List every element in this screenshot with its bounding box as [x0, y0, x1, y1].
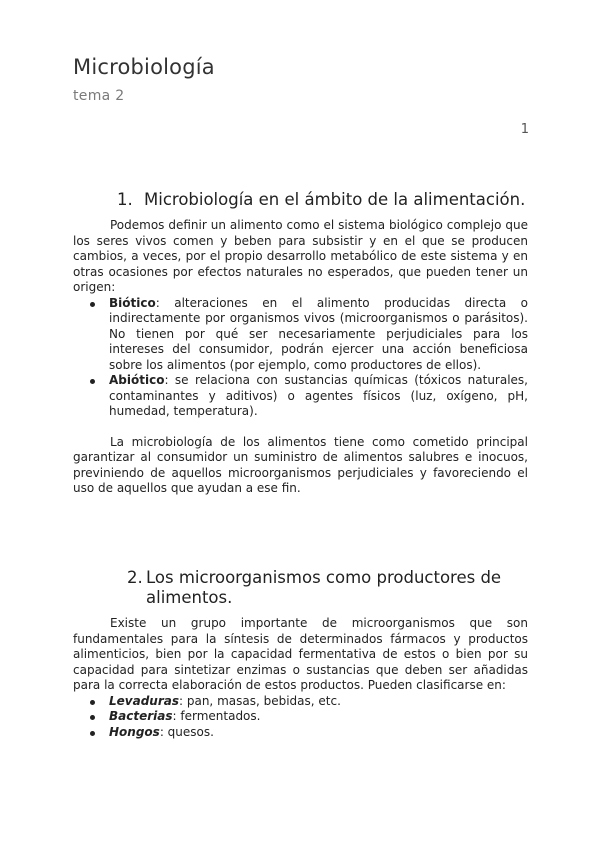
list-item-bacterias [73, 709, 528, 725]
section-1-heading [73, 190, 528, 210]
section-1-intro: Podemos definir un alimento como el sistema biológico complejo que los seres vivos comen y beben para subsistir y en el que se producen cambios, a veces, por el propio desarrollo metabólico de este sistema y en otras ocasiones por efectos naturales no esperados, que pueden tener un origen: [73, 218, 528, 294]
list-item-hongos [73, 725, 528, 741]
bullet-icon [90, 731, 95, 736]
section-1-closing: La microbiología de los alimentos tiene como cometido principal garantizar al consumidor un suministro de alimentos salubres e inocuos, previniendo de aquellos microorganismos perjudiciales y favoreciendo el uso de aquellos que ayudan a ese fin. [73, 434, 528, 495]
bullet-icon [90, 700, 95, 705]
section-2-number: 2. [127, 568, 143, 587]
list-item-biotico [73, 296, 528, 374]
desc-bacterias: : fermentados. [172, 709, 261, 723]
term-biotico: Biótico [109, 295, 156, 310]
section-2 [73, 568, 528, 740]
term-bacterias: Bacterias [109, 709, 173, 723]
producer-list [73, 694, 528, 741]
section-2-heading [73, 568, 528, 608]
document-title: Microbiología [73, 55, 215, 79]
section-2-title: Los microorganismos como productores de alimentos. [146, 568, 502, 607]
page-number: 1 [520, 122, 529, 137]
term-abiotico: Abiótico [109, 373, 165, 387]
section-1-number: 1. [117, 190, 133, 209]
term-levaduras: Levaduras [109, 693, 179, 708]
desc-levaduras: : pan, masas, bebidas, etc. [179, 693, 341, 708]
desc-abiotico: : se relaciona con sustancias químicas (tóxicos naturales, contaminantes y aditivos) o agentes físicos (luz, oxígeno, pH, humedad, temperatura). [109, 373, 528, 418]
desc-biotico: : alteraciones en el alimento producidas directa o indirectamente por organismos vivos (microorganismos o parásitos). No tienen por qué ser necesariamente perjudiciales para los intereses del consumidor, podrán ejercer una acción beneficiosa sobre los alimentos (por ejemplo, como productores de ellos). [109, 295, 528, 372]
document-subtitle: tema 2 [73, 88, 125, 104]
section-1 [73, 190, 528, 497]
section-2-intro: Existe un grupo importante de microorganismos que son fundamentales para la síntesis de determinados fármacos y productos alimenticios, bien por la capacidad fermentativa de estos o bien por su capacidad para sintetizar enzimas o sustancias que deben ser añadidas para la correcta elaboración de estos productos. Pueden clasificarse en: [73, 616, 528, 692]
origin-list [73, 296, 528, 420]
desc-hongos: : quesos. [159, 724, 214, 739]
list-item-levaduras [73, 694, 528, 710]
bullet-icon [90, 379, 95, 384]
term-hongos: Hongos [109, 724, 160, 739]
bullet-icon [90, 715, 95, 720]
bullet-icon [90, 302, 95, 307]
section-1-title: Microbiología en el ámbito de la alimentación. [144, 190, 526, 209]
list-item-abiotico [73, 373, 528, 420]
